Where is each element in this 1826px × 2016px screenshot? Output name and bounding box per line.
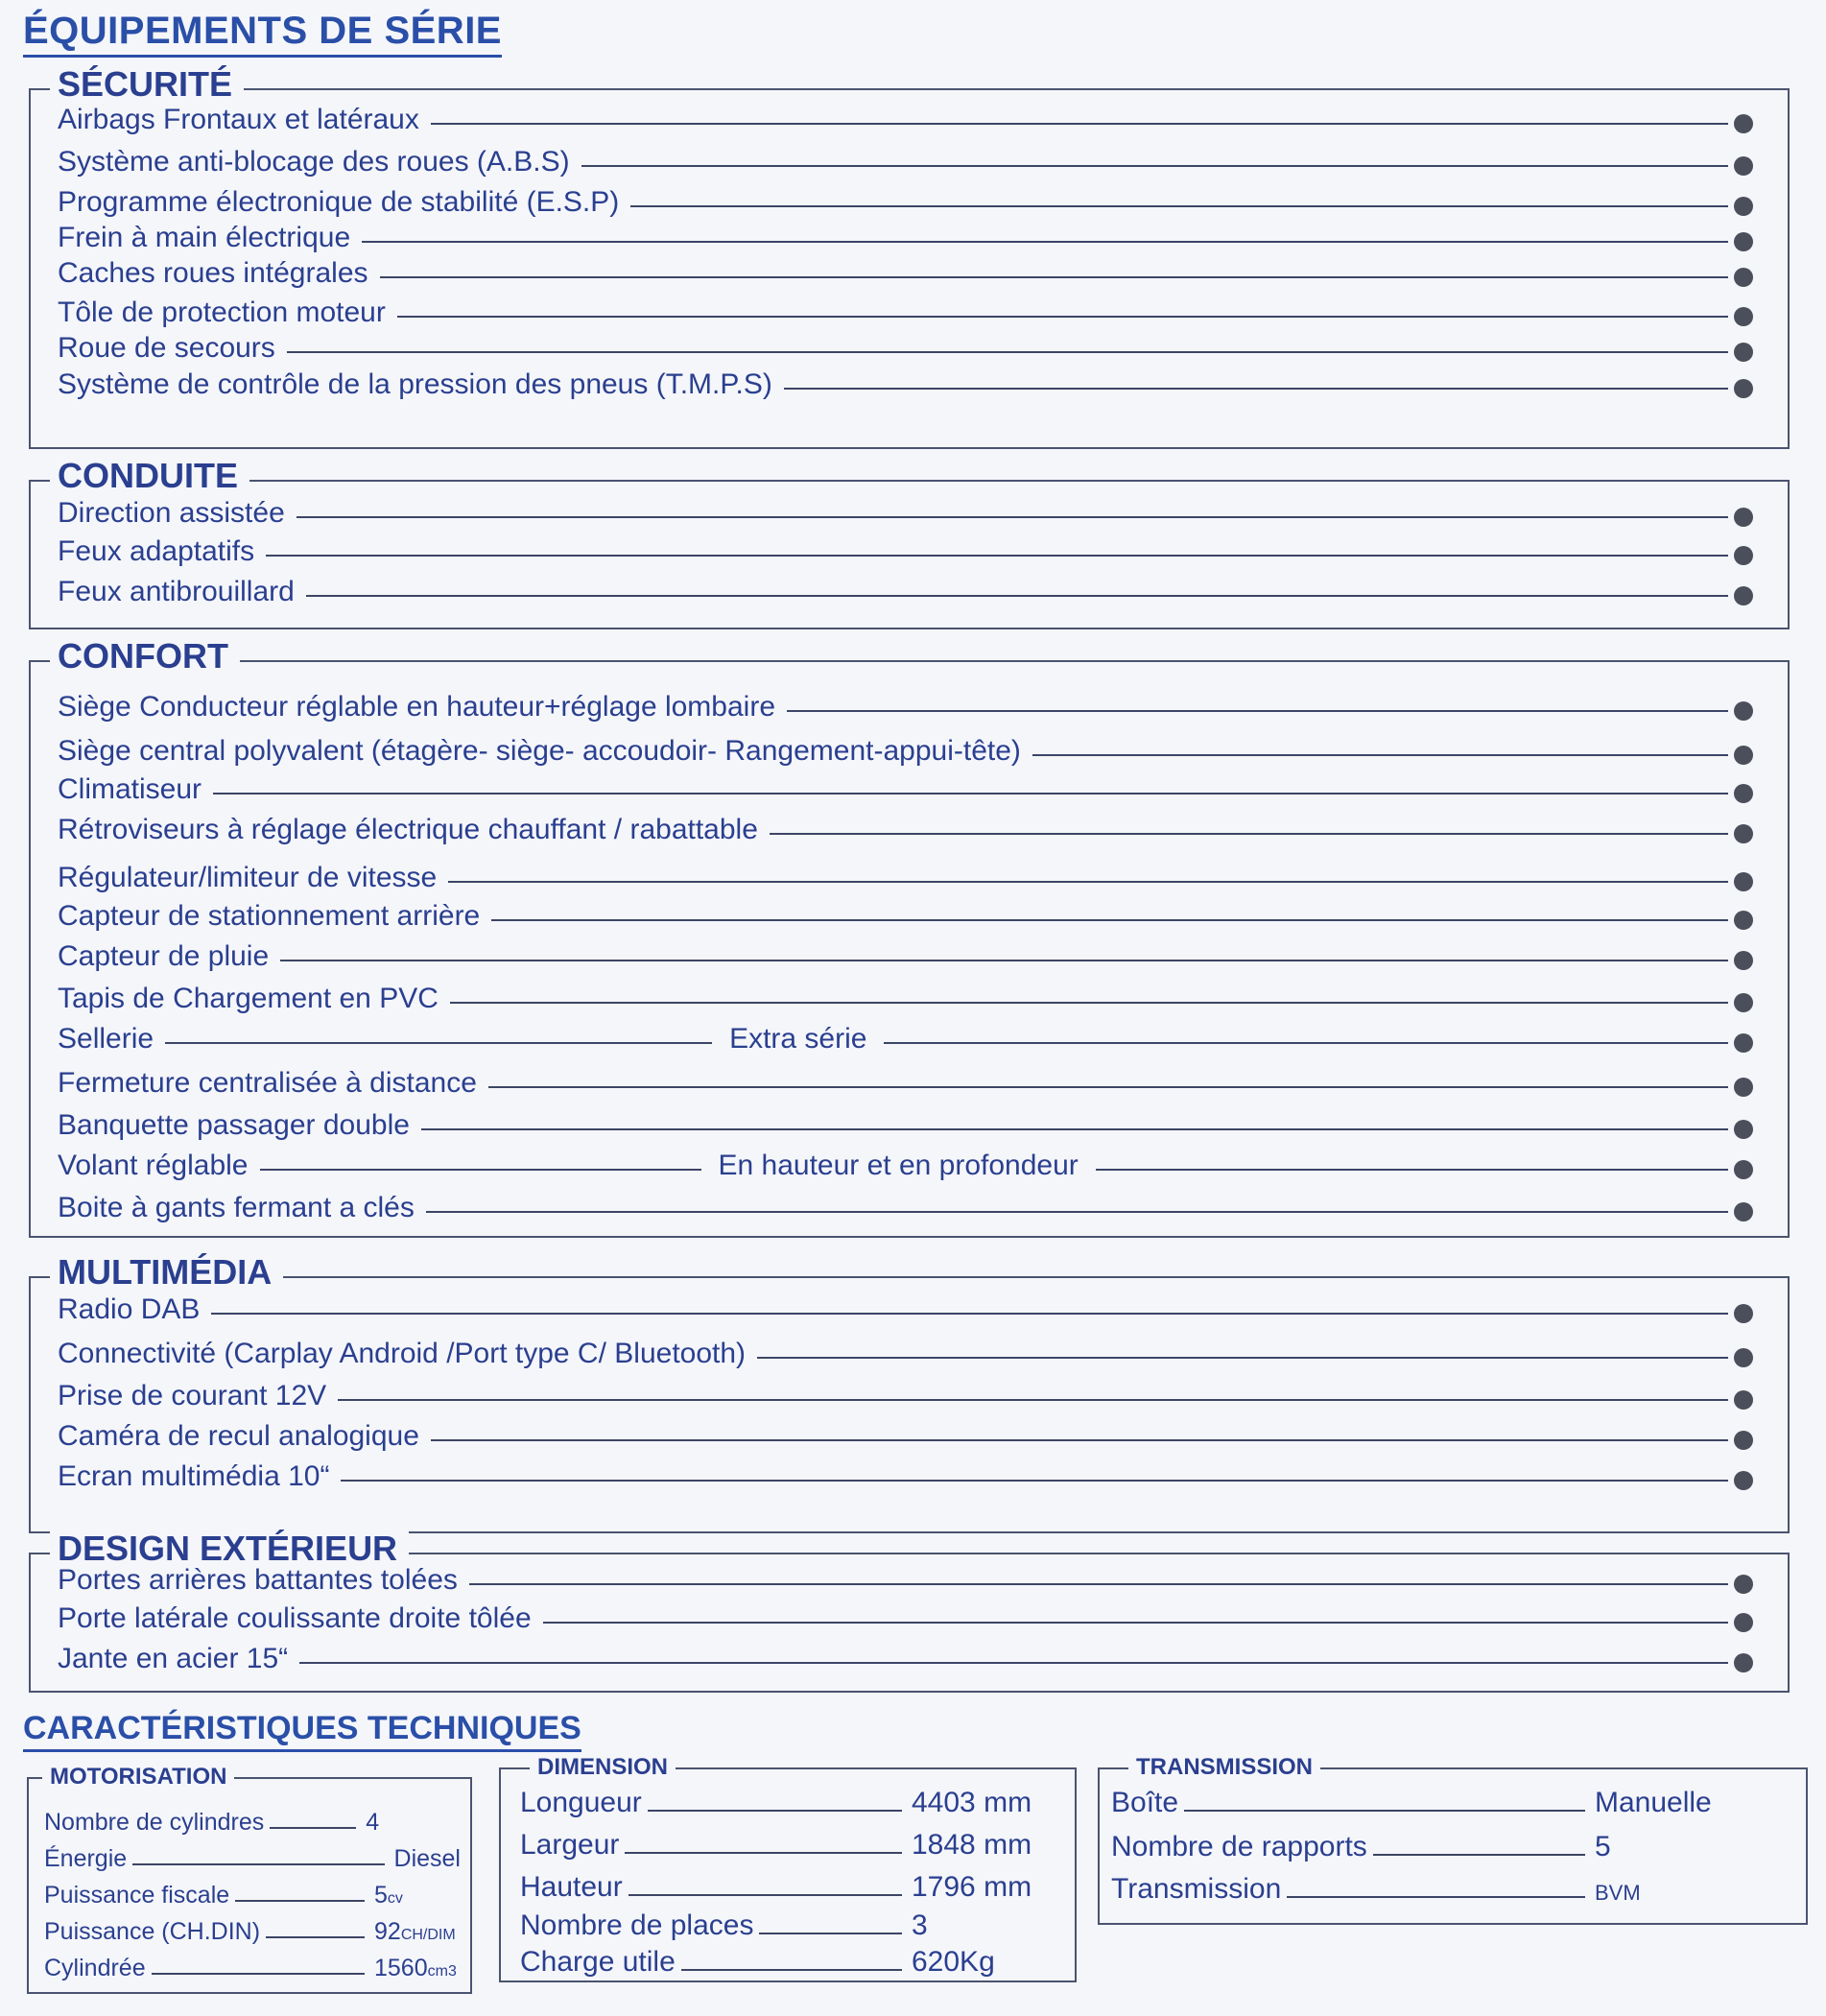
box-title: MOTORISATION <box>42 1764 234 1791</box>
leader-line <box>469 1583 1728 1585</box>
list-item <box>31 733 1788 770</box>
item-label: Sellerie <box>58 1023 154 1055</box>
leader-line <box>341 1480 1728 1482</box>
included-dot-icon <box>1734 1653 1753 1672</box>
list-item <box>31 144 1788 180</box>
spec-label: Charge utile <box>520 1946 676 1978</box>
spec-row <box>29 1804 470 1837</box>
item-label: Tôle de protection moteur <box>58 296 386 328</box>
spec-label: Transmission <box>1111 1873 1282 1905</box>
spec-label: Énergie <box>44 1845 128 1872</box>
spec-value: Diesel <box>393 1845 461 1872</box>
leader-line <box>1184 1810 1585 1812</box>
included-dot-icon <box>1734 1202 1753 1221</box>
included-dot-icon <box>1734 379 1753 398</box>
spec-value <box>365 1918 461 1946</box>
item-label: Ecran multimédia 10“ <box>58 1460 330 1492</box>
leader-line <box>448 881 1728 883</box>
spec-row <box>501 1940 1075 1979</box>
leader-line <box>338 1399 1728 1401</box>
spec-label: Longueur <box>520 1787 642 1818</box>
section-multimedia <box>29 1252 1790 1533</box>
section-confort <box>29 636 1790 1238</box>
leader-line <box>1032 754 1728 756</box>
list-item <box>31 1641 1788 1677</box>
spec-unit: CH/DIM <box>400 1927 456 1943</box>
item-label: Porte latérale coulissante droite tôlée <box>58 1602 532 1634</box>
item-label: Feux adaptatifs <box>58 535 255 567</box>
leader-line <box>266 1936 365 1938</box>
list-item <box>31 771 1788 808</box>
item-label: Banquette passager double <box>58 1109 410 1141</box>
spec-row <box>501 1904 1075 1942</box>
list-item <box>31 1418 1788 1455</box>
list-item <box>31 981 1788 1017</box>
list-item <box>31 330 1788 367</box>
leader-line <box>132 1863 384 1865</box>
included-dot-icon <box>1734 586 1753 605</box>
list-item <box>31 367 1788 403</box>
item-label: Régulateur/limiteur de vitesse <box>58 862 438 893</box>
spec-row <box>29 1840 470 1873</box>
leader-line <box>431 123 1728 125</box>
leader-line <box>630 205 1728 207</box>
included-dot-icon <box>1734 307 1753 326</box>
leader-line <box>280 960 1728 961</box>
spec-label: Puissance fiscale <box>44 1882 230 1909</box>
item-label: Capteur de pluie <box>58 940 270 972</box>
leader-line <box>421 1128 1728 1130</box>
item-label: Capteur de stationnement arrière <box>58 900 481 932</box>
list-item <box>31 574 1788 610</box>
item-label: Fermeture centralisée à distance <box>58 1067 477 1099</box>
item-label: Direction assistée <box>58 497 285 529</box>
box-transmission <box>1098 1754 1808 1925</box>
spec-value: 1848 mm <box>912 1829 1032 1861</box>
leader-line <box>757 1357 1728 1359</box>
included-dot-icon <box>1734 872 1753 891</box>
included-dot-icon <box>1734 701 1753 721</box>
spec-row <box>29 1877 470 1909</box>
leader-line <box>1096 1169 1728 1171</box>
included-dot-icon <box>1734 114 1753 133</box>
item-label: Roue de secours <box>58 332 275 364</box>
spec-label: Nombre de rapports <box>1111 1831 1367 1862</box>
leader-line <box>491 919 1728 921</box>
spec-unit: cv <box>387 1890 403 1907</box>
item-label: Siège Conducteur réglable en hauteur+réglage lombaire <box>58 691 776 723</box>
section-design-exterieur <box>29 1529 1790 1693</box>
included-dot-icon <box>1734 232 1753 251</box>
included-dot-icon <box>1734 1304 1753 1323</box>
included-dot-icon <box>1734 508 1753 527</box>
included-dot-icon <box>1734 197 1753 216</box>
list-item <box>31 938 1788 975</box>
included-dot-icon <box>1734 911 1753 930</box>
spec-row <box>29 1913 470 1946</box>
section-title: SÉCURITÉ <box>50 63 244 106</box>
item-label: Caméra de recul analogique <box>58 1420 419 1452</box>
section-conduite <box>29 456 1790 629</box>
list-item <box>31 1562 1788 1599</box>
item-label: Jante en acier 15“ <box>58 1643 289 1674</box>
included-dot-icon <box>1734 1120 1753 1139</box>
included-dot-icon <box>1734 824 1753 843</box>
leader-line <box>681 1969 902 1971</box>
included-dot-icon <box>1734 1160 1753 1179</box>
box-motorisation <box>27 1764 472 1994</box>
spec-number: 92 <box>374 1918 401 1945</box>
leader-line <box>211 1313 1728 1315</box>
tech-title: CARACTÉRISTIQUES TECHNIQUES <box>23 1710 581 1752</box>
spec-number: 5 <box>374 1882 388 1909</box>
spec-row <box>29 1950 470 1982</box>
spec-row <box>1100 1825 1806 1863</box>
item-label: Siège central polyvalent (étagère- siège- accoudoir- Rangement-appui-tête) <box>58 735 1021 767</box>
leader-line <box>306 595 1728 597</box>
spec-value: 4403 mm <box>912 1787 1032 1818</box>
leader-line <box>759 1933 902 1934</box>
item-label: Frein à main électrique <box>58 222 351 253</box>
included-dot-icon <box>1734 546 1753 565</box>
item-label: Système de contrôle de la pression des pneus (T.M.P.S) <box>58 368 772 400</box>
spec-row <box>1100 1781 1806 1819</box>
included-dot-icon <box>1734 993 1753 1012</box>
leader-line <box>270 1827 356 1829</box>
list-item <box>31 1292 1788 1328</box>
section-title: CONFORT <box>50 635 240 677</box>
item-label: Système anti-blocage des roues (A.B.S) <box>58 146 570 178</box>
included-dot-icon <box>1734 1078 1753 1097</box>
leader-line <box>362 241 1728 243</box>
list-item <box>31 255 1788 292</box>
spec-label: Puissance (CH.DIN) <box>44 1918 261 1945</box>
leader-line <box>426 1211 1728 1213</box>
spec-row <box>1100 1867 1806 1906</box>
spec-label: Nombre de cylindres <box>44 1809 265 1836</box>
list-item <box>31 295 1788 331</box>
list-item <box>31 860 1788 896</box>
leader-line <box>787 710 1728 712</box>
included-dot-icon <box>1734 1033 1753 1053</box>
leader-line <box>625 1852 902 1854</box>
item-label: Radio DAB <box>58 1293 201 1325</box>
spec-row <box>501 1781 1075 1819</box>
leader-line <box>260 1169 701 1171</box>
list-item <box>31 1378 1788 1414</box>
included-dot-icon <box>1734 1390 1753 1410</box>
spec-label: Boîte <box>1111 1787 1179 1818</box>
list-item <box>31 1601 1788 1637</box>
leader-line <box>431 1439 1728 1441</box>
spec-value: Manuelle <box>1595 1787 1712 1818</box>
list-item <box>31 534 1788 570</box>
item-label: Prise de courant 12V <box>58 1380 327 1411</box>
spec-label: Hauteur <box>520 1871 623 1903</box>
item-label: Rétroviseurs à réglage électrique chauffant / rabattable <box>58 814 758 845</box>
item-label: Volant réglable <box>58 1150 249 1181</box>
section-title: DESIGN EXTÉRIEUR <box>50 1528 409 1570</box>
included-dot-icon <box>1734 1348 1753 1367</box>
section-title: CONDUITE <box>50 455 249 497</box>
included-dot-icon <box>1734 746 1753 765</box>
spec-value <box>365 1882 461 1909</box>
item-label: Climatiseur <box>58 773 202 805</box>
spec-value: 1796 mm <box>912 1871 1032 1903</box>
list-item <box>31 1336 1788 1372</box>
included-dot-icon <box>1734 268 1753 287</box>
leader-line <box>1287 1896 1585 1898</box>
included-dot-icon <box>1734 1575 1753 1594</box>
list-item <box>31 898 1788 935</box>
list-item <box>31 495 1788 532</box>
box-title: TRANSMISSION <box>1128 1754 1320 1781</box>
list-item <box>31 1459 1788 1495</box>
leader-line <box>165 1042 712 1044</box>
list-item <box>31 1148 1788 1184</box>
included-dot-icon <box>1734 343 1753 362</box>
included-dot-icon <box>1734 1471 1753 1490</box>
list-item <box>31 1021 1788 1057</box>
list-item <box>31 184 1788 221</box>
item-label: Programme électronique de stabilité (E.S.P) <box>58 186 620 218</box>
box-title: DIMENSION <box>530 1754 676 1781</box>
leader-line <box>543 1622 1728 1624</box>
included-dot-icon <box>1734 1431 1753 1450</box>
item-label: Feux antibrouillard <box>58 576 295 607</box>
spec-label: Nombre de places <box>520 1909 754 1941</box>
leader-line <box>299 1662 1728 1664</box>
included-dot-icon <box>1734 784 1753 803</box>
leader-line <box>628 1894 902 1896</box>
box-dimension <box>499 1754 1077 1982</box>
section-securite <box>29 64 1790 449</box>
item-label: Portes arrières battantes tolées <box>58 1564 458 1596</box>
spec-unit: cm3 <box>427 1963 457 1980</box>
spec-label: Cylindrée <box>44 1955 146 1981</box>
section-title: MULTIMÉDIA <box>50 1251 283 1293</box>
leader-line <box>884 1042 1728 1044</box>
leader-line <box>450 1002 1728 1004</box>
leader-line <box>287 351 1728 353</box>
leader-line <box>1373 1854 1585 1856</box>
leader-line <box>152 1973 365 1975</box>
included-dot-icon <box>1734 1613 1753 1632</box>
leader-line <box>770 833 1728 835</box>
leader-line <box>266 555 1728 557</box>
leader-line <box>784 388 1728 390</box>
included-dot-icon <box>1734 156 1753 176</box>
list-item <box>31 689 1788 725</box>
item-note: En hauteur et en profondeur <box>718 1150 1079 1181</box>
item-label: Caches roues intégrales <box>58 257 368 289</box>
spec-value: 620Kg <box>912 1946 995 1978</box>
list-item <box>31 812 1788 848</box>
leader-line <box>380 276 1728 278</box>
leader-line <box>581 165 1728 167</box>
item-label: Airbags Frontaux et latéraux <box>58 104 419 135</box>
spec-value: 4 <box>366 1809 380 1836</box>
spec-row <box>501 1823 1075 1862</box>
page-title: ÉQUIPEMENTS DE SÉRIE <box>23 10 502 58</box>
spec-value: BVM <box>1595 1881 1641 1905</box>
spec-value <box>365 1955 461 1982</box>
item-label: Boite à gants fermant a clés <box>58 1192 415 1223</box>
item-note: Extra série <box>729 1023 867 1055</box>
spec-value: 5 <box>1595 1831 1611 1862</box>
leader-line <box>488 1086 1728 1088</box>
spec-row <box>501 1865 1075 1904</box>
list-item <box>31 1107 1788 1144</box>
included-dot-icon <box>1734 951 1753 970</box>
list-item <box>31 220 1788 256</box>
leader-line <box>213 793 1728 795</box>
spec-number: 1560 <box>374 1955 428 1981</box>
leader-line <box>235 1900 365 1902</box>
leader-line <box>296 516 1728 518</box>
item-label: Tapis de Chargement en PVC <box>58 983 439 1014</box>
list-item <box>31 102 1788 138</box>
leader-line <box>397 316 1728 318</box>
leader-line <box>648 1810 902 1812</box>
list-item <box>31 1065 1788 1102</box>
list-item <box>31 1190 1788 1226</box>
spec-value: 3 <box>912 1909 928 1941</box>
spec-label: Largeur <box>520 1829 620 1861</box>
item-label: Connectivité (Carplay Android /Port type C/ Bluetooth) <box>58 1338 747 1369</box>
